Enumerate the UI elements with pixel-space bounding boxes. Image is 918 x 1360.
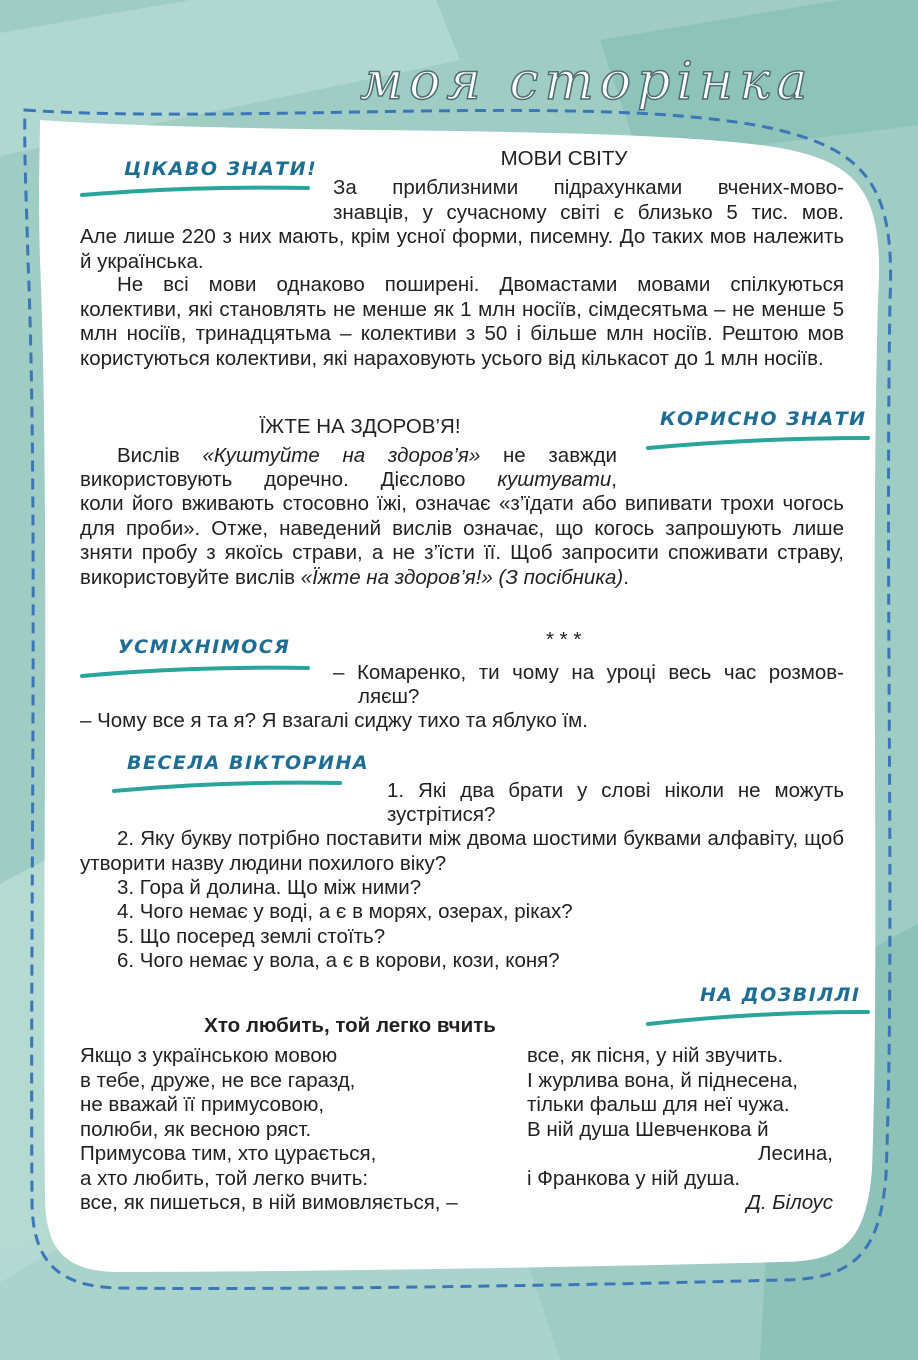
tag-underline-stroke [80,662,310,680]
tag-vesela-viktoryna: ВЕСЕЛА ВІКТОРИНА [127,752,370,774]
poem-line: Якщо з українською мовою [80,1044,338,1067]
quiz-question-6: 6. Чого немає у вола, а є в корови, кози, коня? [117,949,560,972]
poem-line: і Франкова у ній душа. [527,1166,741,1190]
tag-tsikavo-znaty: ЦІКАВО ЗНАТИ! [124,158,318,180]
paragraph-line: За приблизними підрахунками вчених-мово- [333,176,844,199]
page-heading: моя сторінка [360,52,814,112]
quiz-question-5: 5. Що посеред землі стоїть? [117,925,386,948]
tag-underline-stroke [646,434,871,452]
poem-line: все, як пишеться, в ній вимовляється, – [80,1191,458,1214]
quiz-question-1-cont: зустрітися? [387,803,496,826]
paragraph-line: знавців, у сучасному світі є близько 5 тис. мов. [333,201,844,224]
joke-line: ляєш? [358,685,420,708]
poem-right-column [527,1044,833,1216]
tag-underline-stroke [646,1008,871,1028]
poem-line: все, як пісня, у ній звучить. [527,1044,784,1067]
section-title-movy-svitu: МОВИ СВІТУ [500,147,628,170]
quiz-question-2: 2. Яку букву потрібно поставити між двома шостими буквами алфавіту, щоб утворити назву людини похилого віку? [80,827,844,875]
paragraph-line: Вислів «Куштуйте на здоров’я» не завжди [117,444,617,467]
joke-line: – Чому все я та я? Я взагалі сиджу тихо та яблуко їм. [80,709,588,732]
poem-title: Хто любить, той легко вчить [204,1014,496,1037]
poem-line: в тебе, друже, не все гаразд, [80,1068,356,1092]
tag-underline-stroke [112,777,342,795]
paragraph: коли його вживають стосовно їжі, означає «з’їдати або випивати трохи чогось для проби». Отже, наведений вислів означає, що когось запрошують лише зняти пробу з якоїсь страви, а не з’їсти її. Щоб запросити споживати страву, використовуйте вислів «Їжте на здоров’я!» (З посібника). [80,492,844,589]
paragraph: Але лише 220 з них мають, крім усної форми, писемну. До таких мов належить й українська. [80,225,844,273]
poem-left-column [80,1044,510,1216]
joke-line: – Комаренко, ти чому на уроці весь час розмов- [333,661,844,684]
poem-author: Д. Білоус [746,1191,833,1214]
paragraph-line: використовують доречно. Дієслово куштувати, [80,468,617,491]
tag-underline-stroke [80,183,310,199]
quiz-question-4: 4. Чого немає у воді, а є в морях, озерах, ріках? [117,900,573,923]
section-title-yizhte: ЇЖТЕ НА ЗДОРОВ’Я! [259,415,461,438]
poem-line: В ній душа Шевченкова й [527,1117,769,1141]
tag-usmikhnimosia: УСМІХНІМОСЯ [118,636,291,658]
poem-line: не вважай її примусовою, [80,1093,325,1116]
poem-line: Примусова тим, хто цурається, [80,1142,377,1165]
stars-separator: * * * [546,628,582,651]
poem-line: Лесина, [758,1142,833,1165]
poem-line: тільки фальш для неї чужа. [527,1093,790,1116]
poem-line: а хто любить, той легко вчить: [80,1166,369,1190]
poem-line: І журлива вона, й піднесена, [527,1068,798,1092]
paragraph: Не всі мови однаково поширені. Двомастами мовами спілкуються колективи, які становлять не менше як 1 млн носіїв, сімдесятьма – не менше 5 млн носіїв, тринадцятьма – колективи з 50 і більше млн носіїв. Рештою мов користуються колективи, які нараховують усього від кількасот до 1 млн носіїв. [80,273,844,370]
quiz-question-3: 3. Гора й долина. Що між ними? [117,876,422,899]
tag-na-dozvilli: НА ДОЗВІЛЛІ [700,984,861,1006]
tag-korysno-znaty: КОРИСНО ЗНАТИ [660,408,867,430]
quiz-question-1: 1. Які два брати у слові ніколи не можуть [387,779,844,802]
poem-line: полюби, як весною ряст. [80,1117,312,1141]
